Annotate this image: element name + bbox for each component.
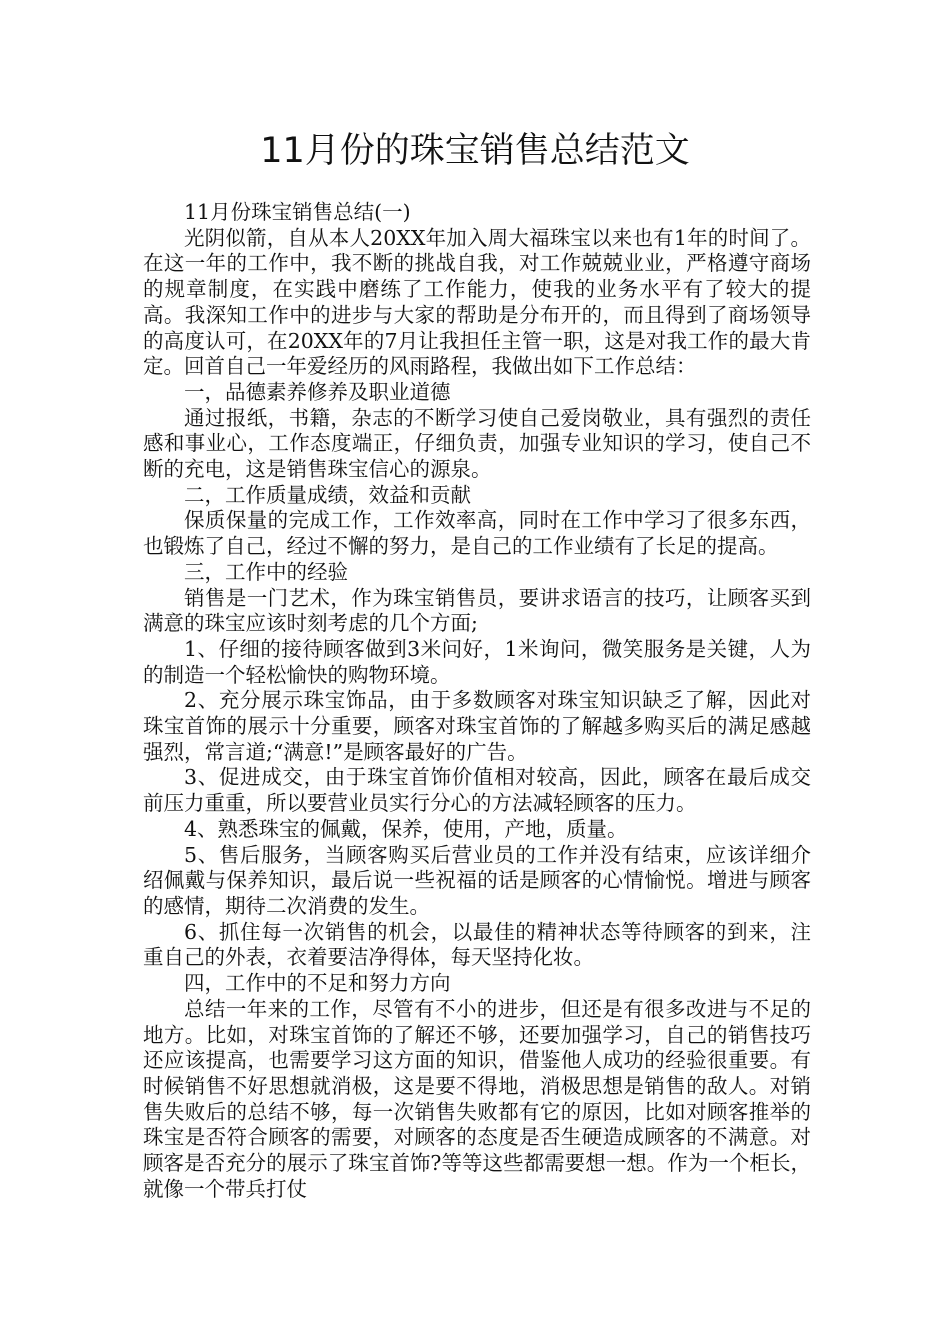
section-heading: 11月份珠宝销售总结(一) (184, 200, 411, 224)
list-item: 6、抓住每一次销售的机会，以最佳的精神状态等待顾客的到来，注重自己的外表，衣着要洁净得体，每天坚持化妆。 (143, 919, 811, 970)
list-item: 3、促进成交，由于珠宝首饰价值相对较高，因此，顾客在最后成交前压力重重，所以要营业员实行分心的方法减轻顾客的压力。 (143, 765, 811, 816)
section-heading: 四，工作中的不足和努力方向 (184, 971, 451, 996)
list-item: 2、充分展示珠宝饰品，由于多数顾客对珠宝知识缺乏了解，因此对珠宝首饰的展示十分重要，顾客对珠宝首饰的了解越多购买后的满足感越强烈，常言道;“满意!”是顾客最好的广告。 (143, 688, 811, 764)
list-item: 4、熟悉珠宝的佩戴，保养，使用，产地，质量。 (184, 816, 628, 841)
paragraph: 总结一年来的工作，尽管有不小的进步，但还是有很多改进与不足的地方。比如，对珠宝首饰的了解还不够，还要加强学习，自己的销售技巧还应该提高，也需要学习这方面的知识，借鉴他人成功的经验很重要。有时候销售不好思想就消极，这是要不得地，消极思想是销售的敌人。对销售失败后的总结不够，每一次销售失败都有它的原因，比如对顾客推举的珠宝是否符合顾客的需要，对顾客的态度是否生硬造成顾客的不满意。对顾客是否充分的展示了珠宝首饰?等等这些都需要想一想。作为一个柜长，就像一个带兵打仗 (143, 996, 811, 1201)
section-heading: 一，品德素养修养及职业道德 (184, 379, 451, 404)
document-body (143, 200, 811, 1202)
document-title: 11月份的珠宝销售总结范文 (260, 131, 690, 171)
list-item: 1、仔细的接待顾客做到3米问好，1米询问，微笑服务是关键，人为的制造一个轻松愉快的购物环境。 (143, 636, 811, 687)
list-item: 5、售后服务，当顾客购买后营业员的工作并没有结束，应该详细介绍佩戴与保养知识，最后说一些祝福的话是顾客的心情愉悦。增进与顾客的感情，期待二次消费的发生。 (143, 842, 811, 918)
paragraph: 通过报纸，书籍，杂志的不断学习使自己爱岗敬业，具有强烈的责任感和事业心，工作态度端正，仔细负责，加强专业知识的学习，使自己不断的充电，这是销售珠宝信心的源泉。 (143, 405, 811, 482)
paragraph: 光阴似箭，自从本人20XX年加入周大福珠宝以来也有1年的时间了。在这一年的工作中，我不断的挑战自我，对工作兢兢业业，严格遵守商场的规章制度，在实践中磨练了工作能力，使我的业务水平有了较大的提高。我深知工作中的进步与大家的帮助是分布开的，而且得到了商场领导的高度认可，在20XX年的7月让我担任主管一职，这是对我工作的最大肯定。回首自己一年爱经历的风雨路程，我做出如下工作总结： (143, 225, 811, 379)
paragraph: 销售是一门艺术，作为珠宝销售员，要讲求语言的技巧，让顾客买到满意的珠宝应该时刻考虑的几个方面; (143, 585, 811, 636)
section-heading: 二，工作质量成绩，效益和贡献 (184, 482, 471, 507)
paragraph: 保质保量的完成工作，工作效率高，同时在工作中学习了很多东西，也锻炼了自己，经过不懈的努力，是自己的工作业绩有了长足的提高。 (143, 508, 811, 559)
section-heading: 三，工作中的经验 (184, 559, 348, 584)
